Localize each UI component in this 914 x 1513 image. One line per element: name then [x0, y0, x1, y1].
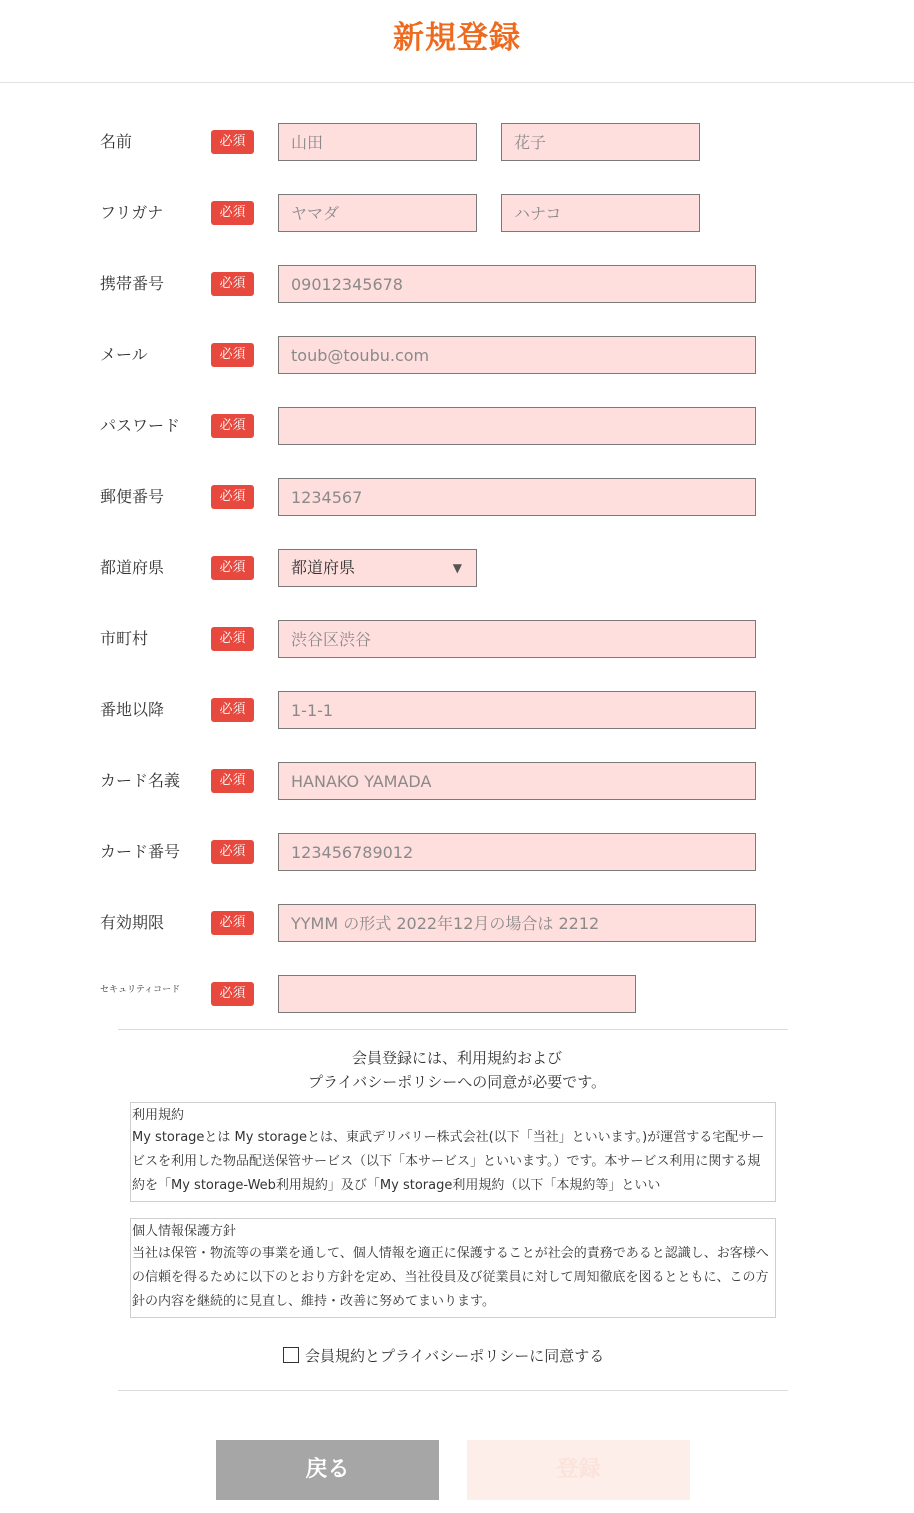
- first-name-kana-input[interactable]: [501, 194, 700, 232]
- card-name-label: カード名義: [100, 771, 181, 790]
- card-number-input[interactable]: [278, 833, 756, 871]
- required-badge: 必須: [211, 130, 254, 154]
- email-input[interactable]: [278, 336, 756, 374]
- prefecture-label: 都道府県: [100, 558, 165, 577]
- header: [0, 0, 914, 83]
- terms-title: 利用規約: [132, 1108, 185, 1123]
- divider: [118, 1029, 788, 1030]
- required-badge: 必須: [211, 485, 254, 509]
- consent-line-2: プライバシーポリシーへの同意が必要です。: [307, 1073, 607, 1091]
- terms-box[interactable]: [130, 1102, 776, 1202]
- mobile-label: 携帯番号: [100, 274, 165, 293]
- privacy-title: 個人情報保護方針: [132, 1224, 237, 1239]
- row-card-number: [0, 833, 914, 871]
- privacy-box[interactable]: [130, 1218, 776, 1318]
- required-badge: 必須: [211, 840, 254, 864]
- row-card-name: [0, 762, 914, 800]
- last-name-kana-input[interactable]: [278, 194, 477, 232]
- required-badge: 必須: [211, 698, 254, 722]
- consent-notice: [0, 1046, 914, 1094]
- page-title: 新規登録: [393, 20, 521, 56]
- postal-code-input[interactable]: [278, 478, 756, 516]
- required-badge: 必須: [211, 343, 254, 367]
- required-badge: 必須: [211, 201, 254, 225]
- required-badge: 必須: [211, 911, 254, 935]
- expiry-input[interactable]: [278, 904, 756, 942]
- agree-label: 会員規約とプライバシーポリシーに同意する: [305, 1346, 605, 1365]
- dropdown-arrow-icon: ▼: [452, 561, 462, 575]
- password-label: パスワード: [100, 416, 181, 435]
- card-number-label: カード番号: [100, 842, 181, 861]
- city-label: 市町村: [100, 629, 149, 648]
- kana-label: フリガナ: [100, 203, 164, 222]
- row-address: [0, 691, 914, 729]
- name-label: 名前: [100, 132, 133, 151]
- terms-body: My storageとは My storageとは、東武デリバリー株式会社(以下「当社」といいます。)が運営する宅配サービスを利用した物品配送保管サービス（以下「本サービス」といいます。）です。本サービス利用に関する規約を「My storage-Web利用規約」及び「My storage利用規約（以下「本規約等」といい: [132, 1130, 765, 1193]
- back-button[interactable]: 戻る: [216, 1440, 439, 1500]
- required-badge: 必須: [211, 414, 254, 438]
- agree-checkbox[interactable]: [283, 1347, 299, 1363]
- first-name-input[interactable]: [501, 123, 700, 161]
- last-name-input[interactable]: [278, 123, 477, 161]
- security-code-label: セキュリティコード: [100, 985, 181, 995]
- row-city: [0, 620, 914, 658]
- privacy-body: 当社は保管・物流等の事業を通して、個人情報を適正に保護することが社会的責務であると認識し、お客様への信頼を得るために以下のとおり方針を定め、当社役員及び従業員に対して周知徹底を図るとともに、この方針の内容を継続的に見直し、維持・改善に努めてまいります。: [132, 1246, 769, 1309]
- row-name: [0, 123, 914, 161]
- mobile-input[interactable]: [278, 265, 756, 303]
- required-badge: 必須: [211, 982, 254, 1006]
- prefecture-selected-value: 都道府県: [291, 558, 356, 577]
- agree-checkbox-row[interactable]: [283, 1344, 604, 1366]
- row-email: [0, 336, 914, 374]
- divider: [118, 1390, 788, 1391]
- row-security-code: [0, 975, 914, 1013]
- address-input[interactable]: [278, 691, 756, 729]
- submit-button[interactable]: 登録: [467, 1440, 690, 1500]
- row-password: [0, 407, 914, 445]
- row-kana: [0, 194, 914, 232]
- row-expiry: [0, 904, 914, 942]
- postal-label: 郵便番号: [100, 487, 165, 506]
- card-name-input[interactable]: [278, 762, 756, 800]
- required-badge: 必須: [211, 769, 254, 793]
- row-postal: [0, 478, 914, 516]
- password-input[interactable]: [278, 407, 756, 445]
- required-badge: 必須: [211, 627, 254, 651]
- email-label: メール: [100, 345, 148, 364]
- consent-line-1: 会員登録には、利用規約および: [351, 1049, 562, 1067]
- row-mobile: [0, 265, 914, 303]
- expiry-label: 有効期限: [100, 913, 165, 932]
- required-badge: 必須: [211, 272, 254, 296]
- row-prefecture: [0, 549, 914, 587]
- address-label: 番地以降: [100, 700, 165, 719]
- security-code-input[interactable]: [278, 975, 636, 1013]
- prefecture-select[interactable]: [278, 549, 477, 587]
- required-badge: 必須: [211, 556, 254, 580]
- city-input[interactable]: [278, 620, 756, 658]
